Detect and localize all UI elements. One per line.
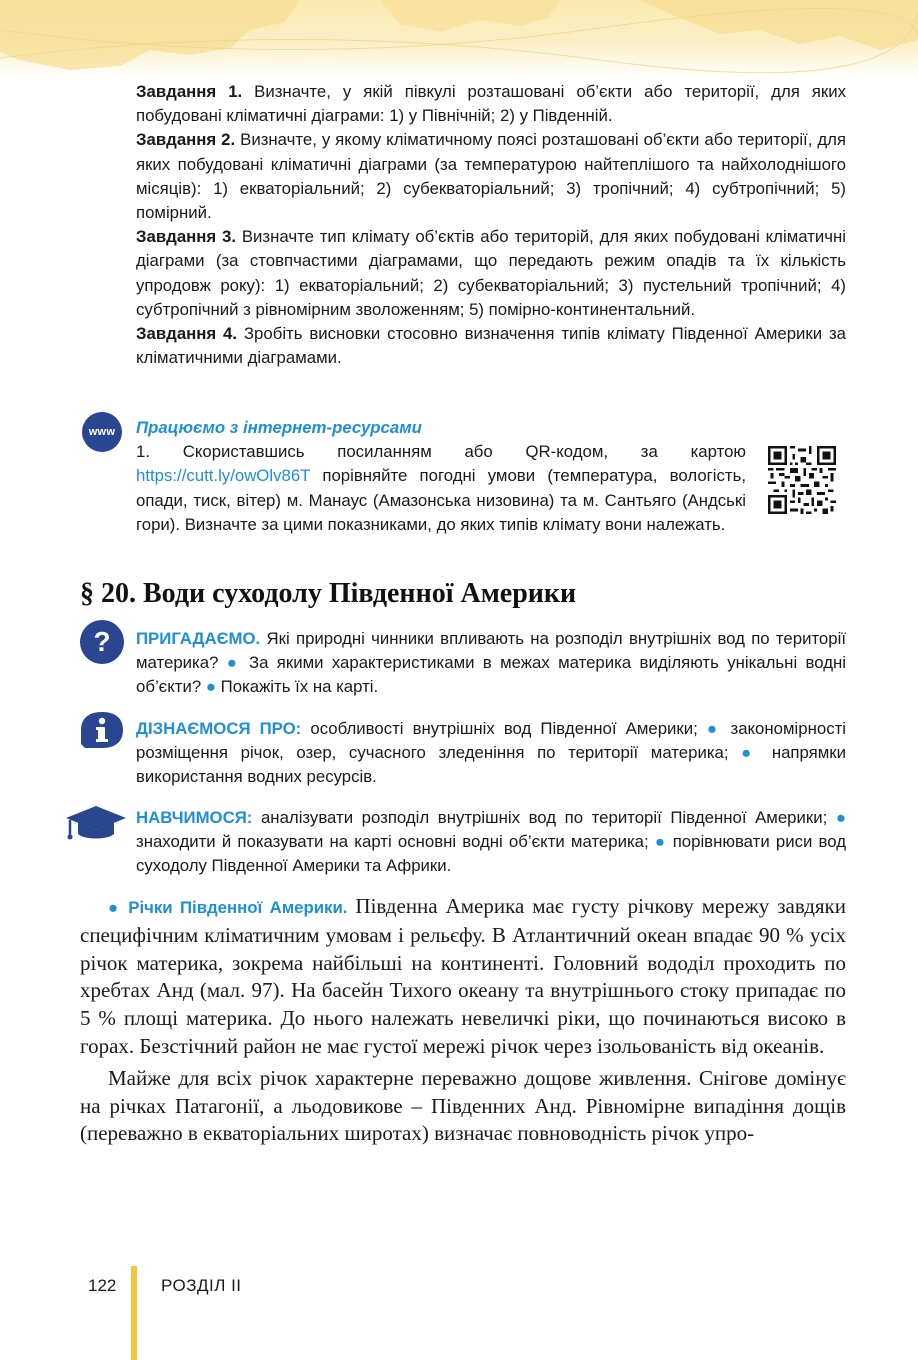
question-circle-icon: ?: [80, 620, 124, 664]
internet-text-before: 1. Скориставшись посиланням або QR-кодом, за картою: [136, 442, 746, 462]
body-paragraph-2: Майже для всіх річок характерне переважно дощове живлення. Снігове домінує на річках Патагонії, а льодовикове – Південних Анд. Рівномірне випадіння дощів (переважно в екваторіальних широтах) визначає повноводність річок упро-: [80, 1065, 846, 1146]
bullet-icon: ●: [741, 743, 760, 763]
will-learn-block: [136, 806, 846, 879]
task-2: [136, 128, 846, 225]
graduation-cap-icon: [64, 804, 128, 844]
section-heading: § 20. Води суходолу Південної Америки: [80, 578, 577, 609]
decorative-map-header: [0, 0, 918, 78]
paragraph-text: Південна Америка має густу річкову мережу завдяки специфічним кліматичним умовам і рельєфу. В Атлантичний океан впадає 90 % усіх річок материка, зокрема найбільші на континенті. Головний вододіл проходить по хребтах Анд (мал. 97). На басейн Тихого океану та внутрішнього стоку припадає по 5 % площі материка. До нього належать невеличкі ріки, що починаються високо в горах. Безстічний район не має густої мережі річок через ізольованість від океанів.: [80, 894, 846, 1058]
task-3: [136, 225, 846, 322]
remember-block: [136, 627, 846, 700]
body-text: [80, 893, 846, 1148]
will-learn-label: НАВЧИМОСЯ:: [136, 808, 253, 827]
bullet-icon: ●: [226, 653, 241, 673]
remember-label: ПРИГАДАЄМО.: [136, 629, 261, 648]
remember-text-1: Які природні чинники впливають на розподіл внутрішніх вод по території материка?: [136, 629, 846, 673]
task-label: Завдання 1.: [136, 82, 243, 101]
task-label: Завдання 4.: [136, 324, 238, 344]
body-paragraph-1: [80, 893, 846, 1061]
world-map-decoration: [0, 0, 918, 78]
resource-link[interactable]: https://cutt.ly/owOlv86T: [136, 466, 311, 486]
tasks-block: [136, 80, 846, 370]
task-text: Зробіть висновки стосовно визначення типів клімату Південної Америки за кліматичними діаграмами.: [136, 324, 847, 368]
internet-resources-block: [136, 416, 746, 537]
internet-text-after: порівняйте погодні умови (температура, вологість, опади, тиск, вітер) м. Манаус (Амазонська низовина) та м. Сантьяго (Андські гори). Визначте за цими показниками, до яких типів клімату вони належать.: [136, 466, 746, 534]
task-text: Визначте тип клімату об’єктів або територій, для яких побудовані кліматичні діаграми (за стовпчастими діаграмами, що передають режим опадів та їх кількість упродовж року): 1) екваторіальний; 2) субекваторіальний; 3) пустельний тропічний; 4) субтропічний з рівномірним зволоженням; 5) помірно-континентальний.: [136, 227, 846, 319]
task-label: Завдання 3.: [136, 227, 237, 247]
will-learn-text-3: порівнювати риси вод суходолу Південної Америки та Африки.: [136, 832, 846, 876]
page-number: 122: [88, 1276, 117, 1295]
learn-about-label: ДІЗНАЄМОСЯ ПРО:: [136, 719, 302, 738]
learn-about-text-2: закономірності розміщення річок, озер, сучасного зледеніння по території материка;: [136, 719, 846, 763]
bullet-icon: ●: [835, 808, 846, 827]
info-icon: [79, 710, 125, 750]
bullet-icon: ●: [654, 832, 667, 852]
task-label: Завдання 2.: [136, 130, 236, 150]
www-badge-icon: www: [82, 412, 122, 452]
internet-resources-text: [136, 440, 746, 537]
bullet-icon: ●: [205, 677, 216, 697]
learn-about-text-3: напрямки використання водних ресурсів.: [136, 743, 846, 787]
learn-about-text-1: особливості внутрішніх вод Південної Америки;: [301, 719, 707, 738]
bullet-icon: ●: [706, 719, 722, 738]
remember-text-3: Покажіть їх на карті.: [215, 677, 379, 697]
will-learn-text-2: знаходити й показувати на карті основні водні об’єкти материка;: [136, 832, 655, 852]
task-text: Визначте, у якій півкулі розташовані об’єкти або території, для яких побудовані кліматичні діаграми: 1) у Північній; 2) у Південній.: [136, 82, 846, 126]
footer-divider: [131, 1266, 137, 1360]
learn-about-block: [136, 717, 846, 790]
qr-code-icon[interactable]: [768, 446, 836, 514]
remember-text-2: За якими характеристиками в межах материка виділяють унікальні водні об’єкти?: [136, 653, 846, 697]
internet-resources-title: Працюємо з інтернет-ресурсами: [136, 418, 422, 437]
will-learn-text-1: аналізувати розподіл внутрішніх вод по території Південної Америки;: [252, 808, 836, 827]
task-text: Визначте, у якому кліматичному поясі розташовані об’єкти або території, для яких побудовані кліматичні діаграми (за температурою найтеплішого та найхолоднішого місяців): 1) екваторіальний; 2) субекваторіальний; 3) тропічний; 4) субтропічний; 5) помірний.: [136, 130, 846, 223]
task-4: [136, 322, 846, 370]
task-1: [136, 80, 846, 128]
subsection-lead: ● Річки Південної Америки.: [108, 898, 348, 917]
section-label: РОЗДІЛ II: [161, 1276, 242, 1295]
